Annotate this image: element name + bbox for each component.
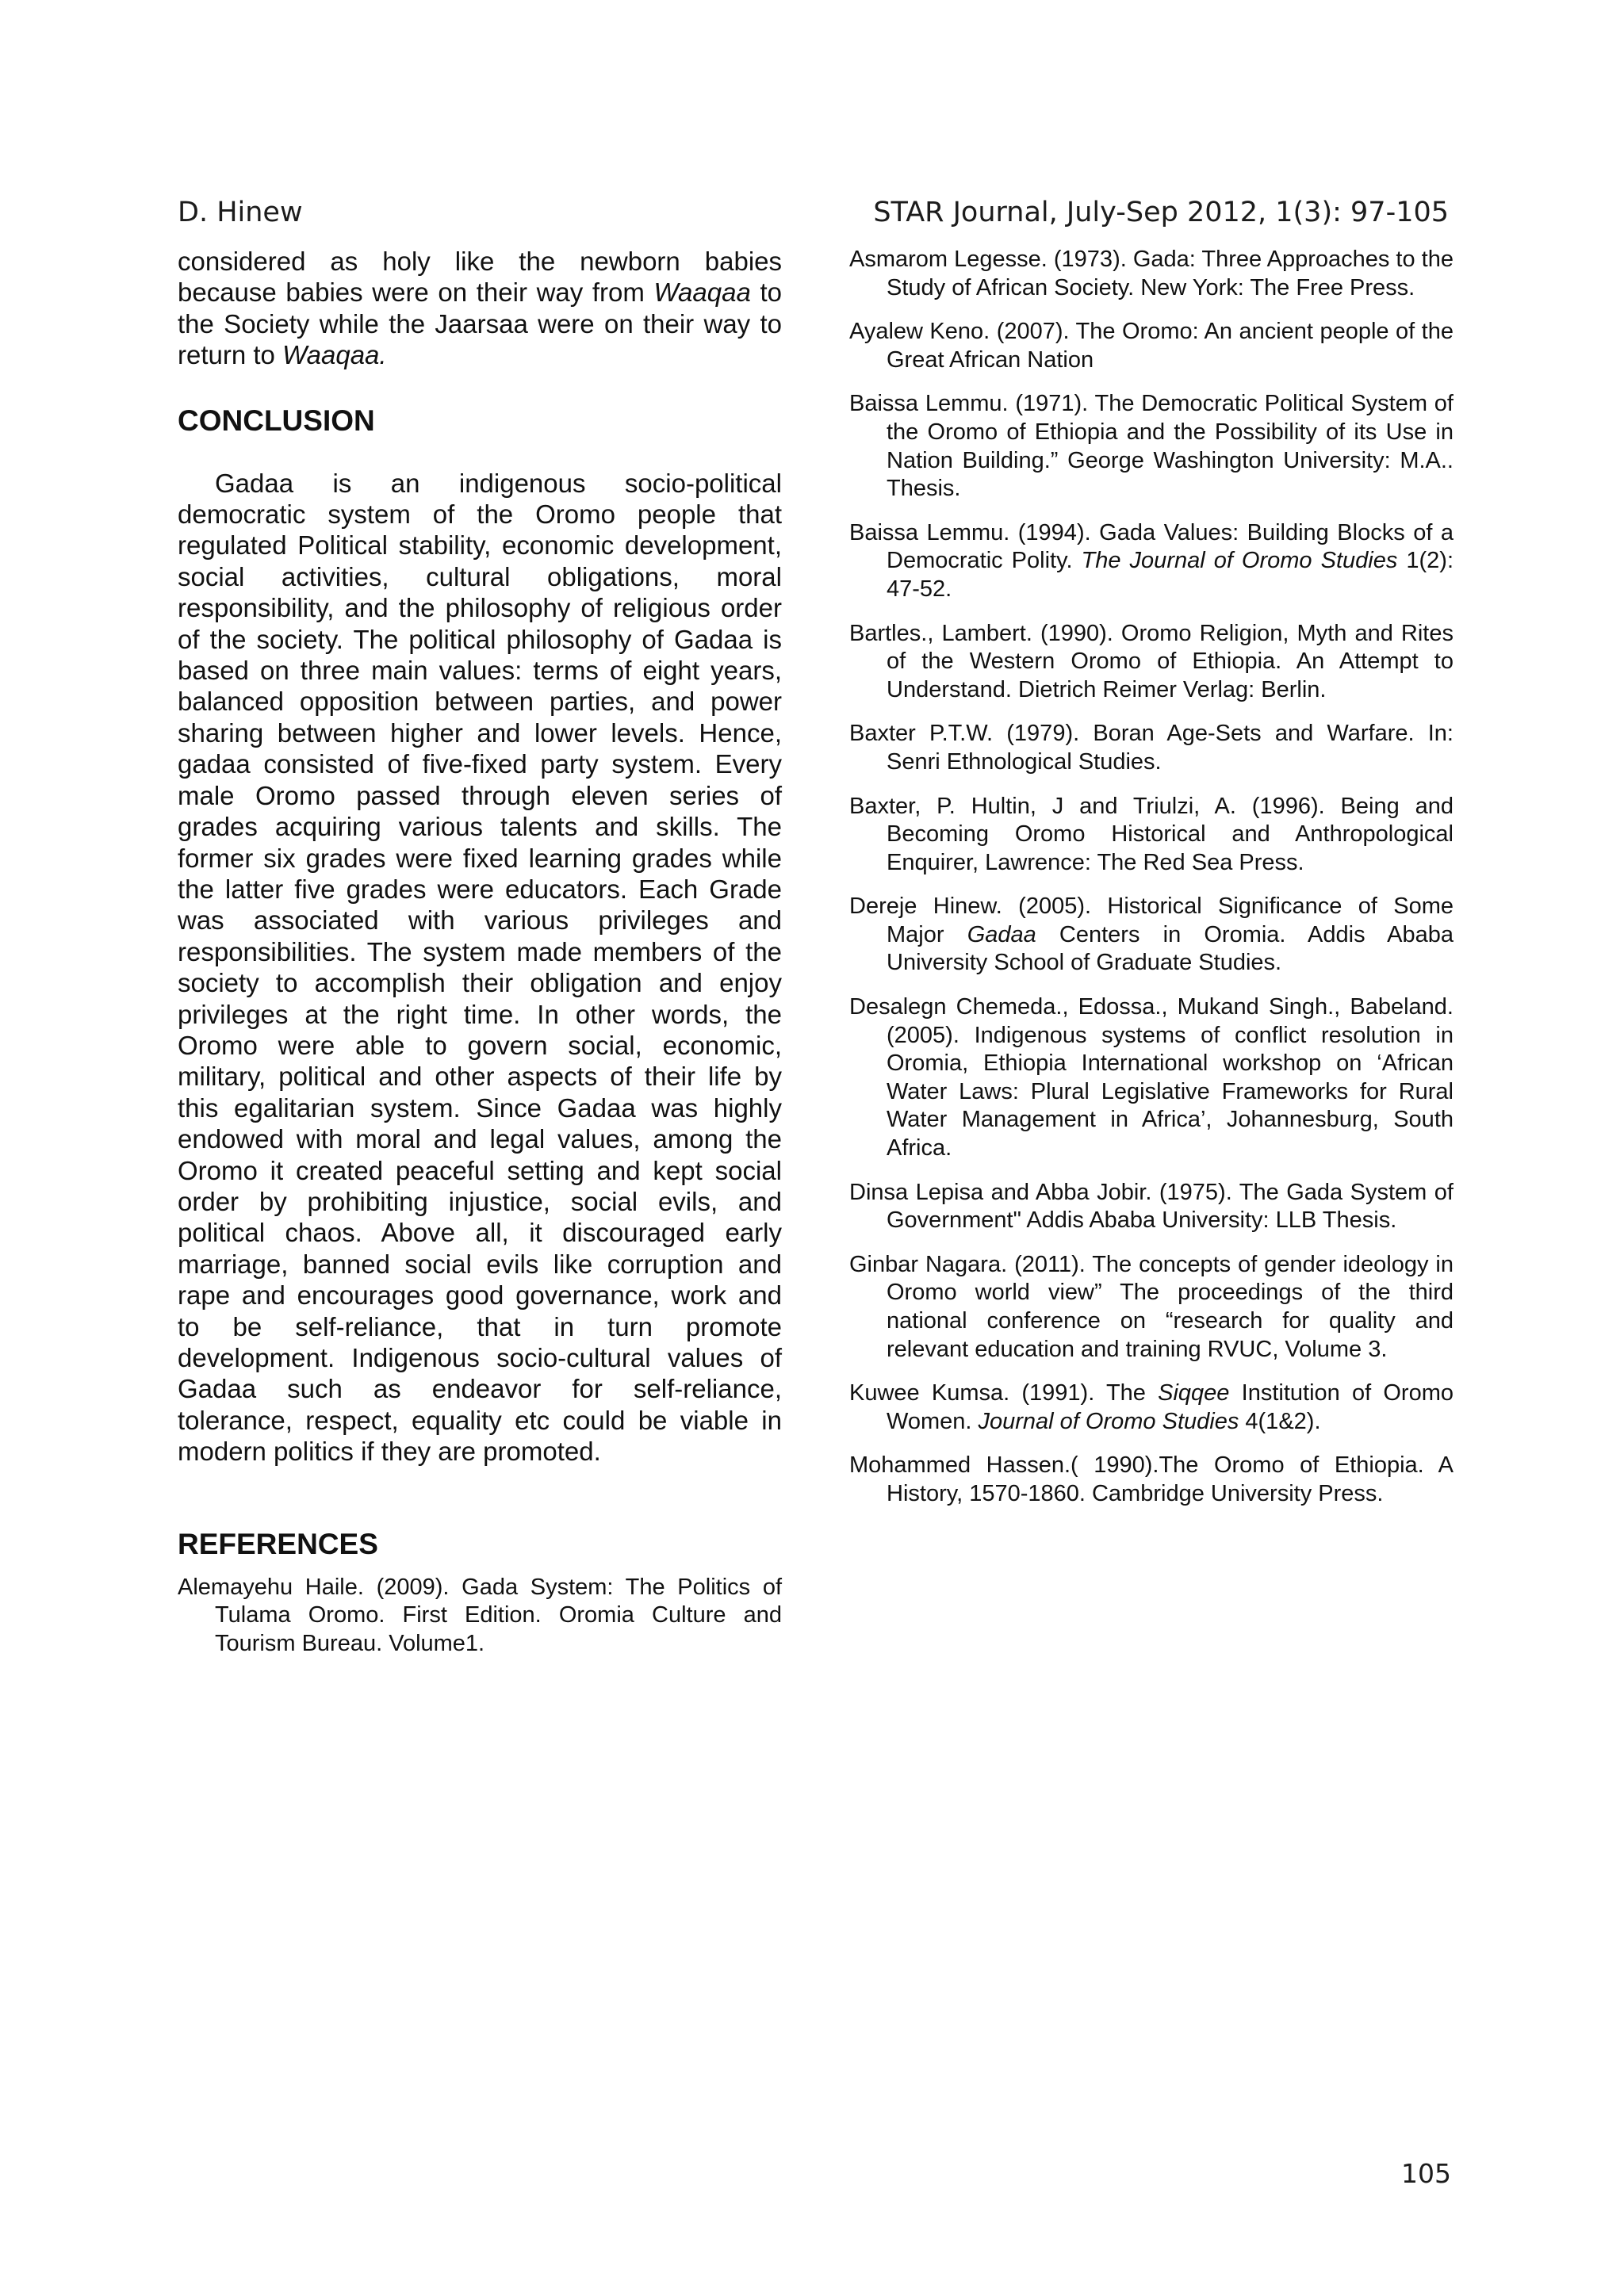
text-run: Baissa Lemmu. (1994). Gada Values: Building Blocks of a Democratic Polity.	[849, 519, 1454, 574]
reference-entry	[849, 993, 1454, 1163]
text-run: considered as holy like the newborn babies because babies were on their way from	[178, 247, 782, 308]
text-run: Desalegn Chemeda., Edossa., Mukand Singh., Babeland. (2005). Indigenous systems of conflict resolution in Oromia, Ethiopia International workshop on ‘African Water Laws: Plural Legislative Frameworks for Rural Water Management in Africa’, Johannesburg, South Africa.	[849, 994, 1454, 1161]
running-head-journal: STAR Journal, July-Sep 2012, 1(3): 97-105	[873, 197, 1449, 228]
right-column	[849, 246, 1454, 1525]
reference-entry	[849, 620, 1454, 705]
reference-entry	[849, 246, 1454, 302]
reference-entry	[849, 720, 1454, 776]
text-run: Ginbar Nagara. (2011). The concepts of gender ideology in Oromo world view” The proceedings of the third national conference on “research for quality and relevant education and training RVUC, Volume 3.	[849, 1251, 1454, 1362]
reference-entry	[849, 318, 1454, 374]
reference-entry	[849, 793, 1454, 878]
reference-entry	[849, 519, 1454, 604]
reference-entry	[849, 893, 1454, 978]
reference-entry	[849, 1380, 1454, 1436]
text-run: Bartles., Lambert. (1990). Oromo Religion, Myth and Rites of the Western Oromo of Ethiopia. An Attempt to Understand. Dietrich Reimer Verlag: Berlin.	[849, 620, 1454, 702]
text-run: 1(2): 47-52.	[887, 548, 1454, 602]
text-run: Baissa Lemmu. (1971). The Democratic Political System of the Oromo of Ethiopia and the Possibility of its Use in Nation Building.” George Washington University: M.A.. Thesis.	[849, 391, 1454, 502]
text-run: Baxter P.T.W. (1979). Boran Age-Sets and Warfare. In: Senri Ethnological Studies.	[849, 721, 1454, 775]
reference-entry	[178, 1574, 782, 1659]
text-run: Centers in Oromia. Addis Ababa University School of Graduate Studies.	[887, 921, 1454, 976]
italic-text: Gadaa	[967, 921, 1036, 947]
text-run: Asmarom Legesse. (1973). Gada: Three Approaches to the Study of African Society. New York: The Free Press.	[849, 247, 1454, 300]
text-run: Institution of Oromo Women.	[887, 1380, 1454, 1434]
reference-list-left	[178, 1574, 782, 1659]
conclusion-paragraph: Gadaa is an indigenous socio-political democratic system of the Oromo people that regulated Political stability, economic development, social activities, cultural obligations, moral responsibility, and the philosophy of religious order of the society. The political philosophy of Gadaa is based on three main values: terms of eight years, balanced opposition between parties, and power sharing between higher and lower levels. Hence, gadaa consisted of five-fixed party system. Every male Oromo passed through eleven series of grades acquiring various talents and skills. The former six grades were fixed learning grades while the latter five grades were educators. Each Grade was associated with various privileges and responsibilities. The system made members of the society to accomplish their obligation and enjoy privileges at the right time. In other words, the Oromo were able to govern social, economic, military, political and other aspects of their life by this egalitarian system. Since Gadaa was highly endowed with moral and legal values, among the Oromo it created peaceful setting and kept social order by prohibiting injustice, social evils, and political chaos. Above all, it discouraged early marriage, banned social evils like corruption and rape and encourages good governance, work and to be self-reliance, that in turn promote development. Indigenous socio-cultural values of Gadaa such as endeavor for self-reliance, tolerance, respect, equality etc could be viable in modern politics if they are promoted.	[178, 468, 782, 1467]
references-heading: REFERENCES	[178, 1527, 378, 1560]
italic-text: Waaqaa.	[282, 340, 387, 370]
continued-paragraph	[178, 246, 782, 371]
reference-entry	[849, 1251, 1454, 1364]
italic-text: Waaqaa	[653, 277, 751, 308]
italic-text: Journal of Oromo Studies	[978, 1408, 1239, 1434]
text-run: Ayalew Keno. (2007). The Oromo: An ancient people of the Great African Nation	[849, 319, 1454, 373]
text-run: 4(1&2).	[1239, 1408, 1321, 1434]
running-head-author: D. Hinew	[178, 197, 303, 228]
text-run: Dinsa Lepisa and Abba Jobir. (1975). The Gada System of Government" Addis Ababa University: LLB Thesis.	[849, 1179, 1454, 1234]
text-run: Baxter, P. Hultin, J and Triulzi, A. (1996). Being and Becoming Oromo Historical and Anthropological Enquirer, Lawrence: The Red Sea Press.	[849, 793, 1454, 875]
reference-list-right	[849, 246, 1454, 1509]
italic-text: Siqqee	[1158, 1380, 1230, 1406]
left-column	[178, 246, 782, 1674]
text-run: Alemayehu Haile. (2009). Gada System: The Politics of Tulama Oromo. First Edition. Oromia Culture and Tourism Bureau. Volume1.	[178, 1574, 782, 1656]
text-run: to the Society while the Jaarsaa were on their way to return to	[178, 277, 782, 370]
italic-text: The Journal of Oromo Studies	[1081, 548, 1398, 574]
reference-entry	[849, 390, 1454, 503]
text-run: Kuwee Kumsa. (1991). The	[849, 1380, 1159, 1406]
text-run: Mohammed Hassen.( 1990).The Oromo of Ethiopia. A History, 1570-1860. Cambridge University Press.	[849, 1452, 1454, 1506]
reference-entry	[849, 1452, 1454, 1508]
page-number: 105	[1401, 2158, 1451, 2189]
reference-entry	[849, 1179, 1454, 1235]
conclusion-heading: CONCLUSION	[178, 404, 375, 437]
text-run: Dereje Hinew. (2005). Historical Significance of Some Major	[849, 894, 1454, 947]
